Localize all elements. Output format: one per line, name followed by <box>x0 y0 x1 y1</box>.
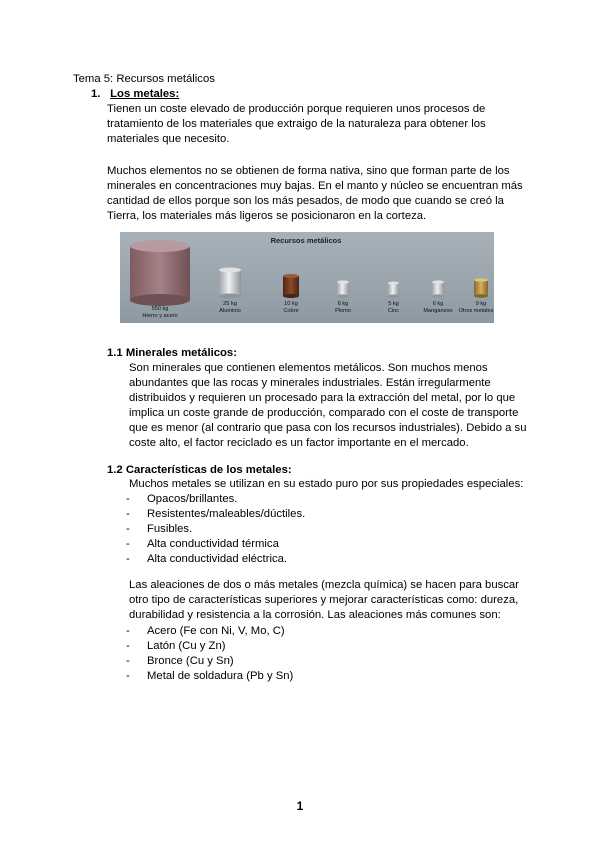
intro-caracteristicas: Muchos metales se utilizan en su estado puro por sus propiedades especiales: <box>129 478 524 490</box>
paragraph-aleaciones <box>129 578 529 623</box>
list-item: - Metal de soldadura (Pb y Sn) <box>126 670 294 682</box>
text-line: abundantes que las rocas y minerales industriales. Están irregularmente <box>129 377 491 389</box>
text-line: cantidad de ellos porque son los más pesados, de modo que cuando se creó la <box>107 195 504 207</box>
page-header: Tema 5: Recursos metálicos <box>73 73 215 85</box>
list-item: - Alta conductividad térmica <box>126 538 279 550</box>
paragraph-minerales <box>129 361 529 451</box>
section-title-metales <box>91 87 179 102</box>
section-number: 1. <box>91 88 101 100</box>
cylinder-cinc <box>388 282 399 298</box>
label-amount-cobre: 10 kg <box>284 301 298 307</box>
properties-list <box>126 492 306 567</box>
label-name-otros: Otros metales <box>458 308 494 314</box>
text-line: Las aleaciones de dos o más metales (mezcla química) se hacen para buscar <box>129 579 519 591</box>
text-line: Son minerales que contienen elementos metálicos. Son muchos menos <box>129 362 488 374</box>
text-line: coste alto, el factor reciclado es un factor importante en el mercado. <box>129 437 469 449</box>
label-name-aluminio: Aluminio <box>219 308 241 314</box>
text-line: Muchos elementos no se obtienen de forma nativa, sino que forman parte de los <box>107 165 510 177</box>
cylinder-aluminio <box>219 268 241 299</box>
list-item: - Fusibles. <box>126 523 193 535</box>
cylinder-otros <box>474 278 488 298</box>
label-amount-manganeso: 6 kg <box>432 301 444 307</box>
figure-title: Recursos metálicos <box>270 236 342 245</box>
label-amount-plomo: 6 kg <box>337 301 349 307</box>
section-label: Los metales: <box>110 88 180 100</box>
figure-recursos-metalicos <box>120 232 494 323</box>
text-line: tratamiento de los materiales que extraigo de la naturaleza para obtener los <box>107 118 486 130</box>
list-item: - Alta conductividad eléctrica. <box>126 553 288 565</box>
text-line: durabilidad y resistencia a la corrosión. Las aleaciones más comunes son: <box>129 609 501 621</box>
cylinder-plomo <box>337 280 349 297</box>
text-line: Tierra, los materiales más ligeros se posicionaron en la corteza. <box>107 210 427 222</box>
cylinder-cobre <box>283 274 299 298</box>
label-amount-cinc: 5 kg <box>388 301 399 307</box>
text-line: que es menor (al contrario que pasa con los recursos industriales). Debido a su <box>129 422 527 434</box>
cylinder-hierro <box>130 240 190 306</box>
text-line: Tienen un coste elevado de producción porque requieren unos procesos de <box>107 103 486 115</box>
paragraph-elementos <box>107 164 527 224</box>
label-amount-hierro: 550 kg <box>151 306 169 312</box>
label-name-plomo: Plomo <box>335 308 351 314</box>
text-line: otro tipo de características superiores y mejorar características como: dureza, <box>129 594 519 606</box>
cylinder-manganeso <box>432 280 444 297</box>
text-line: minerales en concentraciones muy bajas. En el manto y núcleo se encuentran más <box>107 180 523 192</box>
list-item: - Opacos/brillantes. <box>126 493 238 505</box>
label-amount-otros: 9 kg <box>475 301 487 307</box>
paragraph-coste <box>107 102 527 147</box>
label-amount-aluminio: 25 kg <box>223 301 237 307</box>
page-number: 1 <box>296 799 304 813</box>
label-name-cinc: Cinc <box>387 308 400 314</box>
alloys-list <box>126 624 294 684</box>
list-item: - Latón (Cu y Zn) <box>126 640 226 652</box>
label-name-manganeso: Manganeso <box>423 308 453 314</box>
list-item: - Resistentes/maleables/dúctiles. <box>126 508 306 520</box>
subheading-caracteristicas: 1.2 Características de los metales: <box>107 464 292 476</box>
text-line: distribuidos y requieren un procesado para la extracción del metal, por lo que <box>129 392 516 404</box>
subheading-minerales: 1.1 Minerales metálicos: <box>107 347 237 359</box>
list-item: - Acero (Fe con Ni, V, Mo, C) <box>126 625 285 637</box>
text-line: materiales que necesito. <box>107 133 230 145</box>
list-item: - Bronce (Cu y Sn) <box>126 655 234 667</box>
label-name-hierro: Hierro y acero <box>142 313 178 319</box>
label-name-cobre: Cobre <box>283 308 299 314</box>
text-line: implica un coste grande de producción, comparado con el coste de transporte <box>129 407 519 419</box>
